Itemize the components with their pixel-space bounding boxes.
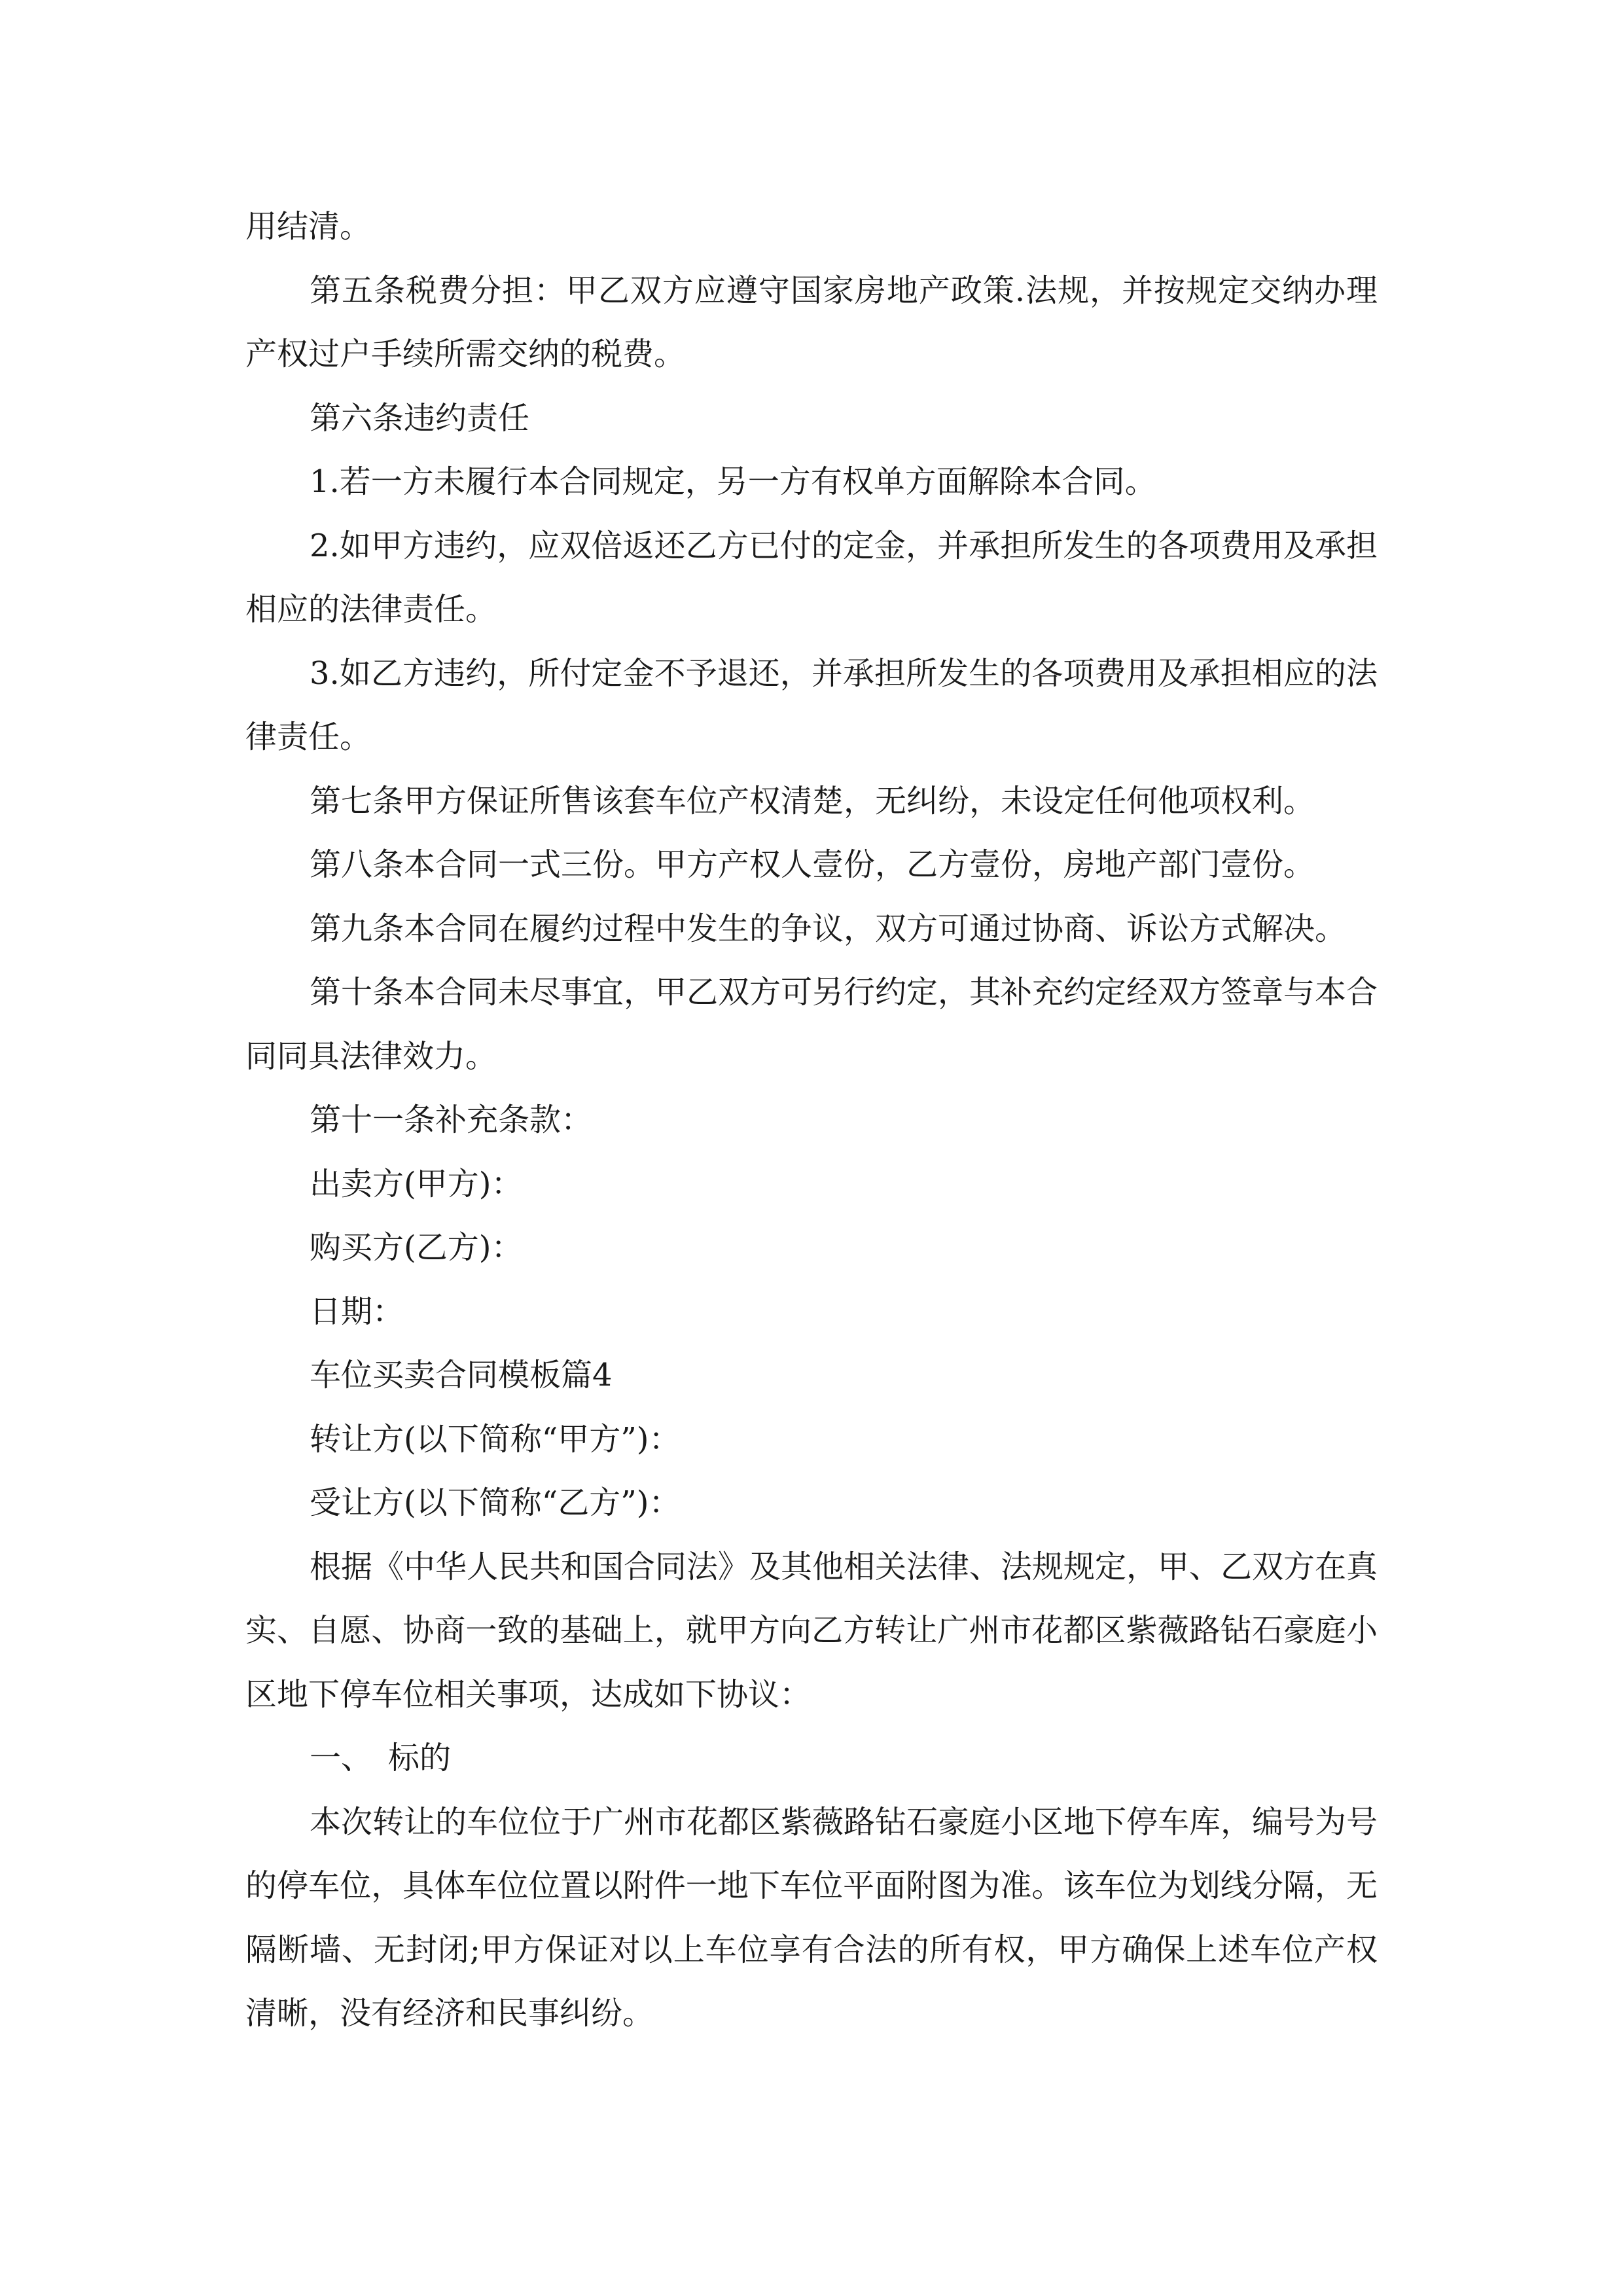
paragraph-article-6-heading: 第六条违约责任 bbox=[310, 399, 530, 437]
transferee-line: 受让方(以下简称“乙方”)： bbox=[310, 1484, 681, 1521]
paragraph-article-6-item-1: 1.若一方未履行本合同规定，另一方有权单方面解除本合同。 bbox=[310, 463, 1156, 500]
paragraph-article-10: 第十条本合同未尽事宜，甲乙双方可另行约定，其补充约定经双方签章与本合同同具法律效力。 bbox=[245, 974, 1378, 1075]
date-line: 日期： bbox=[310, 1293, 404, 1330]
paragraph-article-6-item-2: 2.如甲方违约，应双倍返还乙方已付的定金，并承担所发生的各项费用及承担相应的法律责任。 bbox=[245, 527, 1378, 628]
transferor-line: 转让方(以下简称“甲方”)： bbox=[310, 1420, 681, 1458]
paragraph-subject-description: 本次转让的车位位于广州市花都区紫薇路钻石豪庭小区地下停车库，编号为号的停车位，具体车位位置以附件一地下车位平面附图为准。该车位为划线分隔，无隔断墙、无封闭;甲方保证对以上车位享有合法的所有权，甲方确保上述车位产权清晰，没有经济和民事纠纷。 bbox=[245, 1803, 1378, 2032]
paragraph-article-8: 第八条本合同一式三份。甲方产权人壹份，乙方壹份，房地产部门壹份。 bbox=[310, 846, 1315, 883]
paragraph-article-7: 第七条甲方保证所售该套车位产权清楚，无纠纷，未设定任何他项权利。 bbox=[310, 782, 1315, 819]
paragraph-article-11-heading: 第十一条补充条款： bbox=[310, 1102, 593, 1138]
paragraph-article-6-item-3: 3.如乙方违约，所付定金不予退还，并承担所发生的各项费用及承担相应的法律责任。 bbox=[245, 655, 1378, 755]
seller-signature-line: 出卖方(甲方)： bbox=[310, 1165, 523, 1202]
paragraph-article-9: 第九条本合同在履约过程中发生的争议，双方可通过协商、诉讼方式解决。 bbox=[310, 910, 1347, 947]
section-title-template-4: 车位买卖合同模板篇4 bbox=[310, 1357, 613, 1393]
paragraph-settlement-end: 用结清。 bbox=[245, 208, 372, 245]
paragraph-article-5-taxes: 第五条税费分担：甲乙双方应遵守国家房地产政策.法规，并按规定交纳办理产权过户手续所需交纳的税费。 bbox=[245, 272, 1378, 372]
document-body bbox=[245, 195, 1378, 2046]
buyer-signature-line: 购买方(乙方)： bbox=[310, 1229, 523, 1266]
paragraph-preamble: 根据《中华人民共和国合同法》及其他相关法律、法规规定，甲、乙双方在真实、自愿、协商一致的基础上，就甲方向乙方转让广州市花都区紫薇路钻石豪庭小区地下停车位相关事项，达成如下协议： bbox=[245, 1548, 1378, 1713]
heading-subject-matter: 一、 标的 bbox=[310, 1740, 452, 1776]
